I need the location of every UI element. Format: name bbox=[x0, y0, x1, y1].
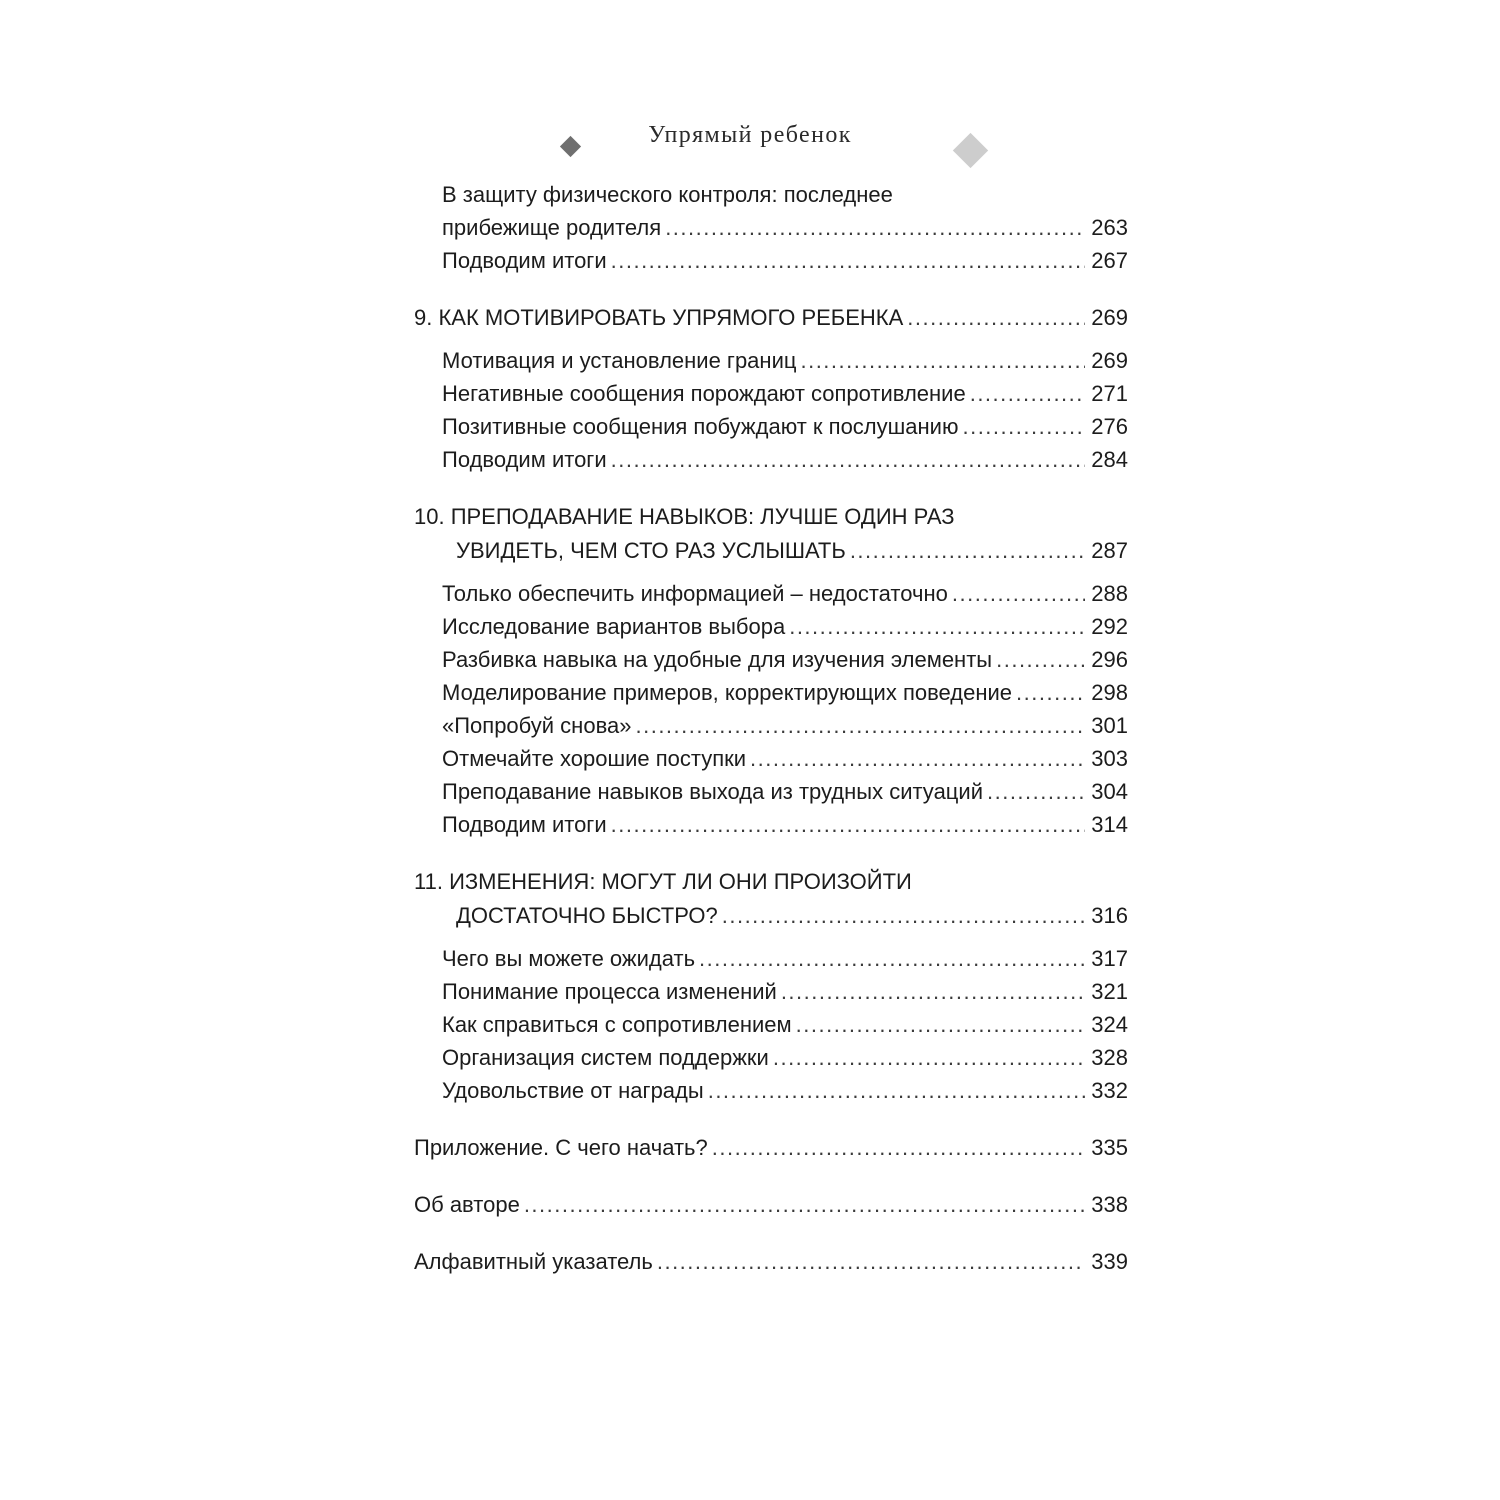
toc-entry bbox=[414, 443, 1128, 476]
toc-dot-leader bbox=[850, 534, 1085, 568]
toc-entry-title: Подводим итоги bbox=[442, 248, 607, 273]
toc-entry bbox=[414, 1008, 1128, 1041]
toc-entry bbox=[414, 975, 1128, 1008]
toc-page-number: 328 bbox=[1091, 1045, 1128, 1070]
toc-entry-title: 11. ИЗМЕНЕНИЯ: МОГУТ ЛИ ОНИ ПРОИЗОЙТИ bbox=[414, 869, 912, 894]
toc-entry-title: В защиту физического контроля: последнее bbox=[442, 182, 893, 207]
toc-dot-leader bbox=[611, 808, 1086, 841]
toc-dot-leader bbox=[657, 1245, 1085, 1278]
toc-page-number: 324 bbox=[1091, 1012, 1128, 1037]
toc-dot-leader bbox=[796, 1008, 1086, 1041]
toc-dot-leader bbox=[962, 410, 1085, 443]
toc-page-number: 271 bbox=[1091, 381, 1128, 406]
toc-dot-leader bbox=[524, 1188, 1085, 1221]
table-of-contents bbox=[414, 178, 1128, 1278]
toc-page-number: 335 bbox=[1091, 1135, 1128, 1160]
toc-dot-leader bbox=[970, 377, 1086, 410]
toc-dot-leader bbox=[635, 709, 1085, 742]
toc-dot-leader bbox=[611, 244, 1086, 277]
toc-entry bbox=[414, 865, 1128, 899]
toc-page-number: 339 bbox=[1091, 1249, 1128, 1274]
toc-page-number: 276 bbox=[1091, 414, 1128, 439]
toc-dot-leader bbox=[712, 1131, 1086, 1164]
toc-entry bbox=[414, 500, 1128, 534]
running-title: Упрямый ребенок bbox=[648, 122, 852, 148]
toc-dot-leader bbox=[773, 1041, 1085, 1074]
toc-entry-title: Приложение. С чего начать? bbox=[414, 1135, 708, 1160]
toc-page-number: 304 bbox=[1091, 779, 1128, 804]
toc-entry-title: Преподавание навыков выхода из трудных ситуаций bbox=[442, 779, 983, 804]
toc-dot-leader bbox=[996, 643, 1085, 676]
toc-dot-leader bbox=[800, 344, 1085, 377]
toc-dot-leader bbox=[699, 942, 1085, 975]
toc-entry-title: Отмечайте хорошие поступки bbox=[442, 746, 747, 771]
toc-entry bbox=[414, 377, 1128, 410]
toc-entry-title: Подводим итоги bbox=[442, 812, 607, 837]
toc-entry bbox=[414, 742, 1128, 775]
toc-entry-title: Негативные сообщения порождают сопротивление bbox=[442, 381, 966, 406]
toc-entry bbox=[414, 1188, 1128, 1221]
toc-entry bbox=[414, 244, 1128, 277]
toc-entry-title: 10. ПРЕПОДАВАНИЕ НАВЫКОВ: ЛУЧШЕ ОДИН РАЗ bbox=[414, 504, 955, 529]
toc-entry-title: Моделирование примеров, корректирующих поведение bbox=[442, 680, 1013, 705]
toc-entry-title: Только обеспечить информацией – недостаточно bbox=[442, 581, 948, 606]
toc-entry bbox=[414, 643, 1128, 676]
toc-entry bbox=[414, 775, 1128, 808]
toc-page-number: 303 bbox=[1091, 746, 1128, 771]
toc-entry-title: прибежище родителя bbox=[442, 215, 662, 240]
toc-dot-leader bbox=[611, 443, 1086, 476]
toc-dot-leader bbox=[750, 742, 1085, 775]
toc-entry-title: Алфавитный указатель bbox=[414, 1249, 653, 1274]
toc-entry bbox=[414, 410, 1128, 443]
toc-entry-title: Исследование вариантов выбора bbox=[442, 614, 786, 639]
toc-page-number: 284 bbox=[1091, 447, 1128, 472]
toc-page-number: 338 bbox=[1091, 1192, 1128, 1217]
toc-page-number: 296 bbox=[1091, 647, 1128, 672]
toc-dot-leader bbox=[665, 211, 1085, 244]
toc-entry bbox=[414, 899, 1128, 933]
toc-entry bbox=[414, 1074, 1128, 1107]
toc-page-number: 321 bbox=[1091, 979, 1128, 1004]
toc-entry bbox=[414, 211, 1128, 244]
toc-entry bbox=[414, 577, 1128, 610]
toc-dot-leader bbox=[722, 899, 1086, 933]
toc-page-number: 269 bbox=[1091, 305, 1128, 330]
toc-page-number: 316 bbox=[1091, 903, 1128, 928]
toc-page-number: 269 bbox=[1091, 348, 1128, 373]
toc-dot-leader bbox=[708, 1074, 1086, 1107]
toc-entry-title: «Попробуй снова» bbox=[442, 713, 632, 738]
toc-entry-title: Чего вы можете ожидать bbox=[442, 946, 696, 971]
toc-page-number: 263 bbox=[1091, 215, 1128, 240]
toc-entry-title: Удовольствие от награды bbox=[442, 1078, 704, 1103]
toc-entry-title: Как справиться с сопротивлением bbox=[442, 1012, 792, 1037]
toc-entry-title: Об авторе bbox=[414, 1192, 520, 1217]
toc-page-number: 267 bbox=[1091, 248, 1128, 273]
toc-entry bbox=[414, 178, 1128, 211]
toc-dot-leader bbox=[907, 301, 1085, 335]
toc-dot-leader bbox=[952, 577, 1085, 610]
toc-entry-title: 9. КАК МОТИВИРОВАТЬ УПРЯМОГО РЕБЕНКА bbox=[414, 305, 904, 330]
toc-entry-title: УВИДЕТЬ, ЧЕМ СТО РАЗ УСЛЫШАТЬ bbox=[456, 538, 846, 563]
toc-page-number: 287 bbox=[1091, 538, 1128, 563]
toc-entry bbox=[414, 709, 1128, 742]
toc-entry bbox=[414, 1245, 1128, 1278]
toc-page-number: 301 bbox=[1091, 713, 1128, 738]
toc-entry-title: Позитивные сообщения побуждают к послушанию bbox=[442, 414, 959, 439]
toc-page-number: 288 bbox=[1091, 581, 1128, 606]
toc-dot-leader bbox=[987, 775, 1085, 808]
toc-entry bbox=[414, 1041, 1128, 1074]
toc-dot-leader bbox=[1016, 676, 1085, 709]
toc-page-number: 332 bbox=[1091, 1078, 1128, 1103]
toc-entry bbox=[414, 808, 1128, 841]
toc-entry bbox=[414, 1131, 1128, 1164]
toc-entry-title: ДОСТАТОЧНО БЫСТРО? bbox=[456, 903, 718, 928]
toc-page-number: 292 bbox=[1091, 614, 1128, 639]
toc-page-number: 317 bbox=[1091, 946, 1128, 971]
toc-entry-title: Разбивка навыка на удобные для изучения элементы bbox=[442, 647, 993, 672]
toc-page-number: 314 bbox=[1091, 812, 1128, 837]
toc-dot-leader bbox=[789, 610, 1085, 643]
toc-dot-leader bbox=[781, 975, 1085, 1008]
toc-entry bbox=[414, 344, 1128, 377]
toc-entry-title: Организация систем поддержки bbox=[442, 1045, 769, 1070]
toc-entry-title: Понимание процесса изменений bbox=[442, 979, 777, 1004]
toc-entry bbox=[414, 301, 1128, 335]
toc-entry bbox=[414, 610, 1128, 643]
toc-page-number: 298 bbox=[1091, 680, 1128, 705]
toc-entry-title: Мотивация и установление границ bbox=[442, 348, 797, 373]
toc-entry-title: Подводим итоги bbox=[442, 447, 607, 472]
toc-entry bbox=[414, 534, 1128, 568]
toc-entry bbox=[414, 676, 1128, 709]
toc-entry bbox=[414, 942, 1128, 975]
